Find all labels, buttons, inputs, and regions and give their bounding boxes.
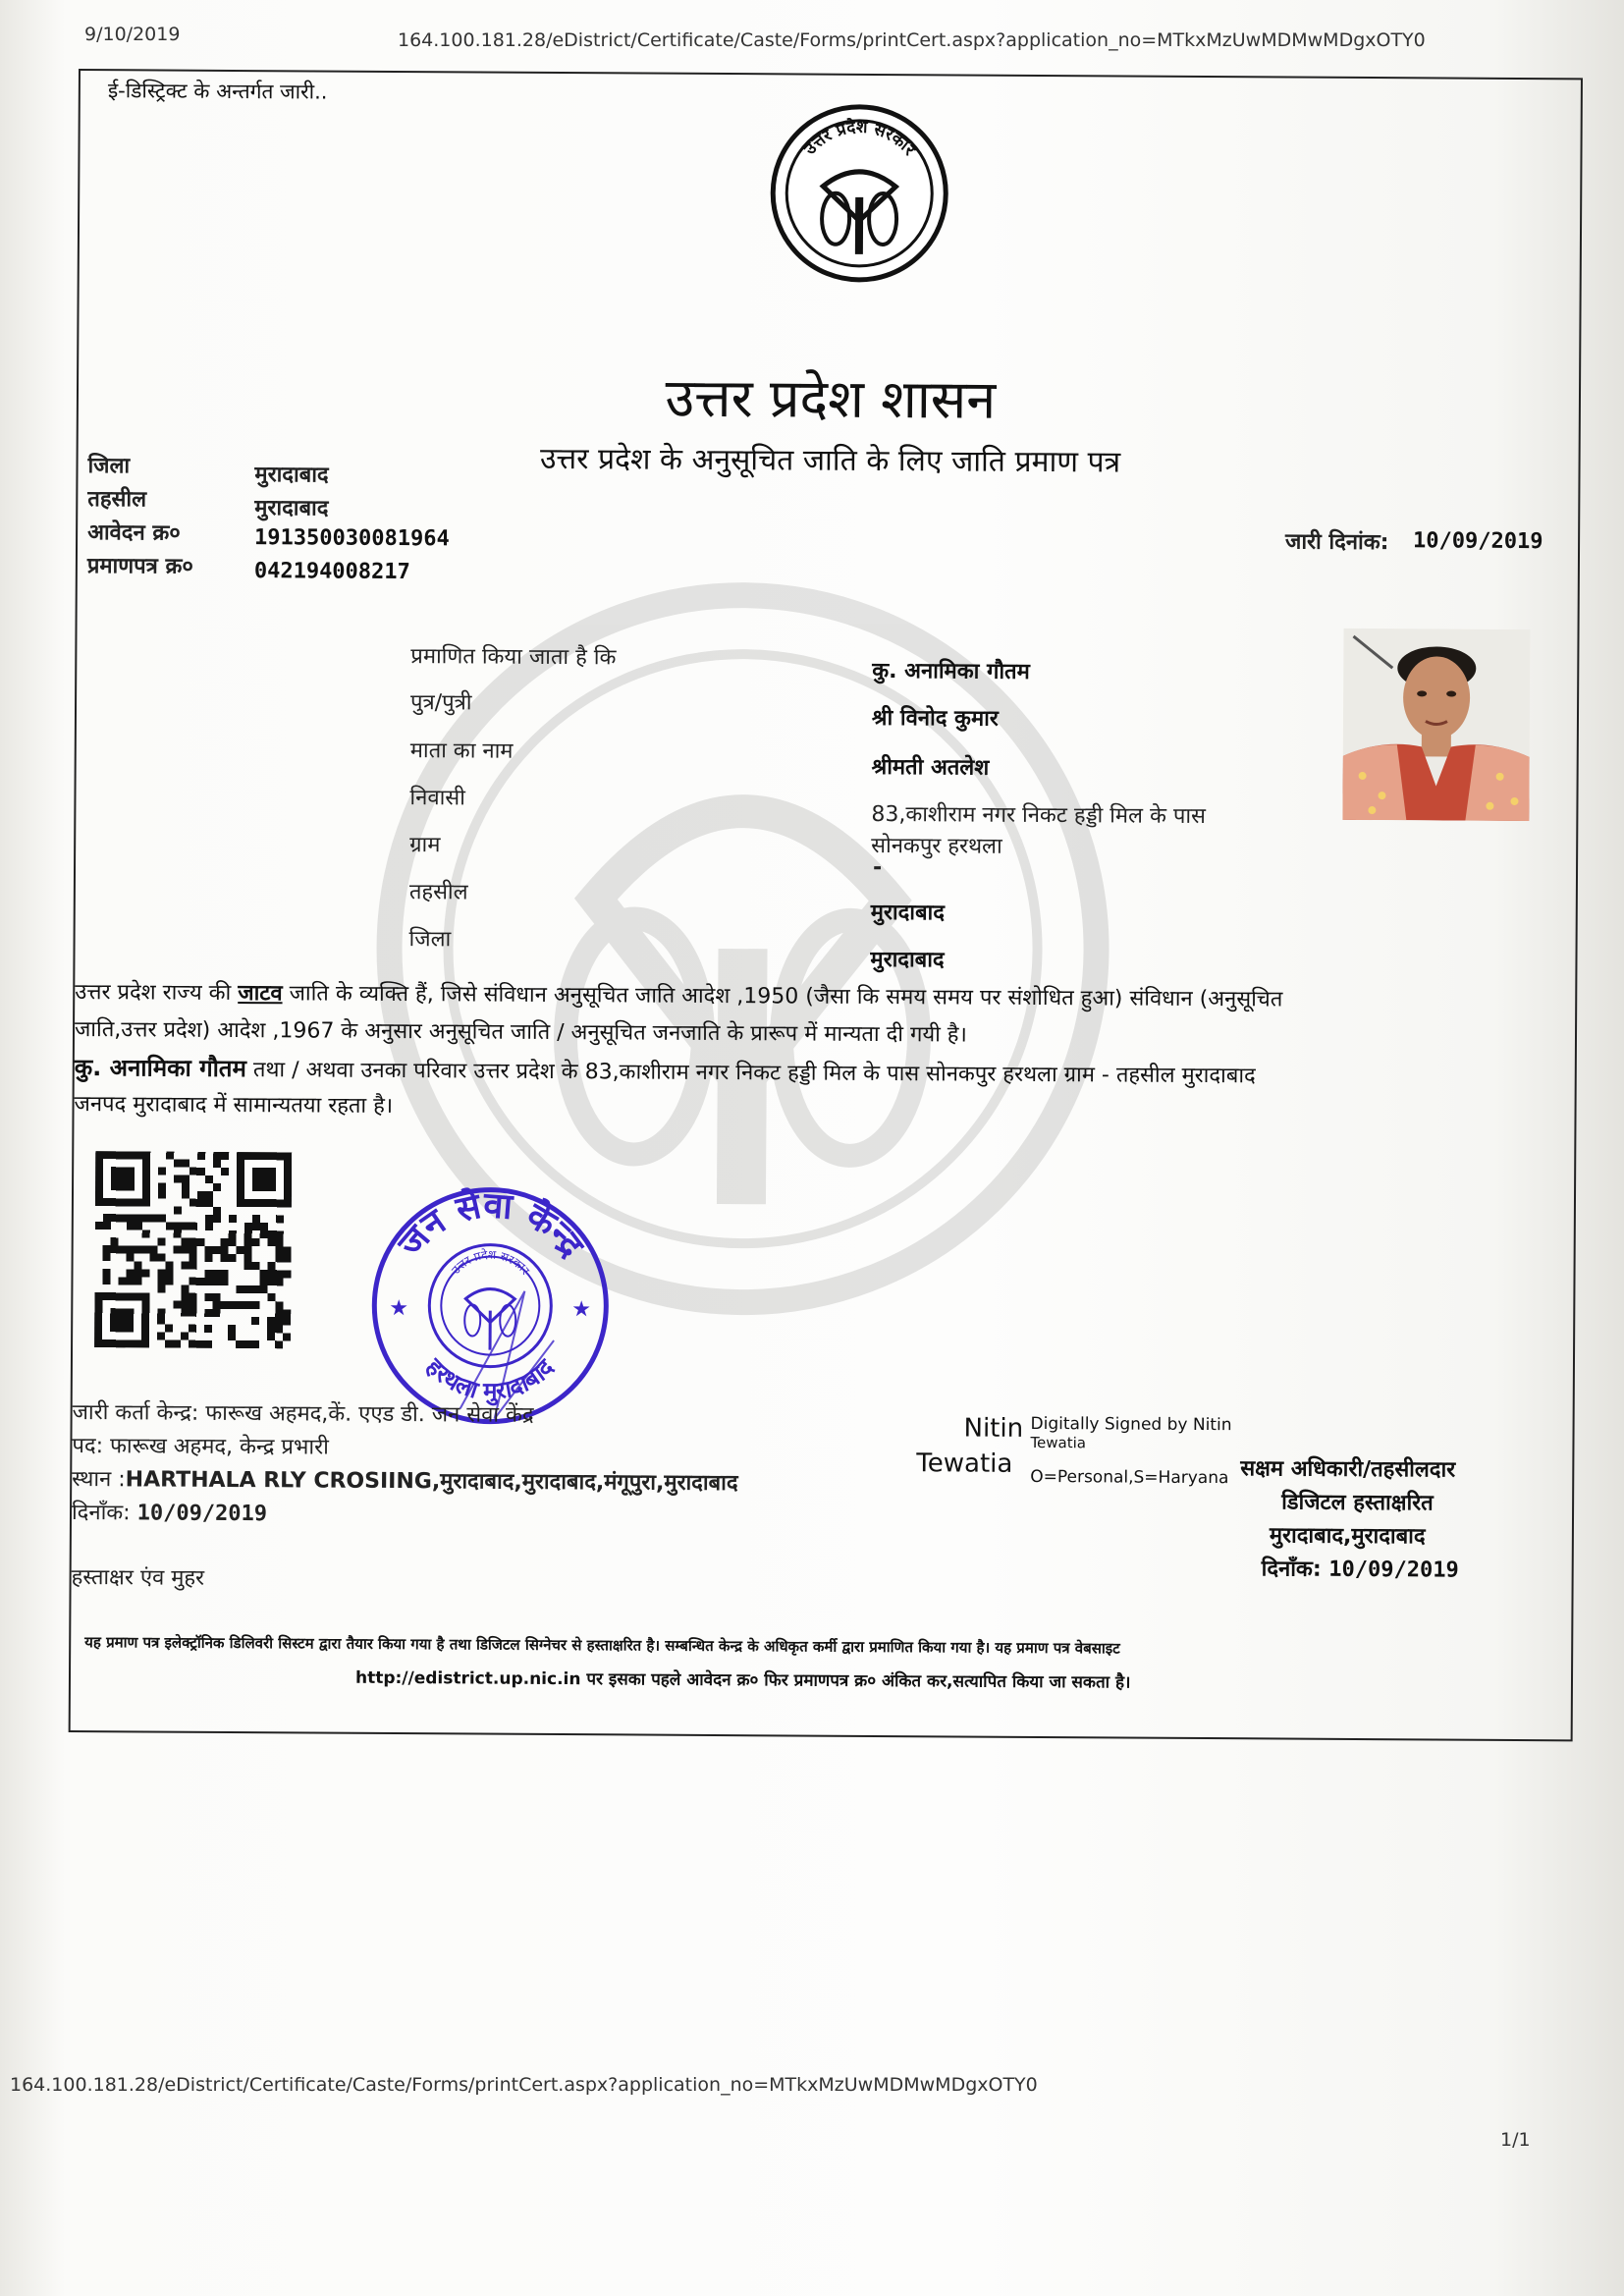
authority-date	[1262, 1553, 1459, 1583]
meta-application-label: आवेदन क्र०	[87, 520, 181, 546]
issue-date-value: 10/09/2019	[1413, 528, 1543, 555]
issue-date-label: जारी दिनांक:	[1285, 529, 1389, 556]
detail-tehsil-label: तहसील	[408, 880, 468, 905]
statement-l3-b: तथा / अथवा उनका परिवार उत्तर प्रदेश के 83,काशीराम नगर निकट हड्डी मिल के पास सोनकपुर हरथला ग्राम - तहसील मुरादाबाद	[245, 1058, 1256, 1089]
child-of-value: श्री विनोद कुमार	[871, 705, 999, 732]
mother-label: माता का नाम	[409, 738, 514, 764]
issuer-post: पद: फारूख अहमद, केन्द्र प्रभारी	[72, 1433, 329, 1460]
authority-date-value: 10/09/2019	[1328, 1557, 1459, 1583]
certificate-subtitle: उत्तर प्रदेश के अनुसूचित जाति के लिए जाति प्रमाण पत्र	[539, 441, 1121, 480]
certificate-title: उत्तर प्रदेश शासन	[665, 366, 997, 431]
applicant-photo	[1342, 629, 1530, 821]
child-of-label: पुत्र/पुत्री	[409, 690, 472, 716]
svg-text:★: ★	[389, 1295, 409, 1322]
authority-title: सक्षम अधिकारी/तहसीलदार	[1240, 1456, 1456, 1483]
caste-name: जाटव	[238, 981, 283, 1007]
issuer-place-label: स्थान :	[72, 1466, 126, 1493]
meta-tehsil-value: मुरादाबाद	[254, 496, 329, 521]
stamp-bottom-text: हरथला मुरादाबाद	[420, 1352, 560, 1405]
digital-sign-line-3: O=Personal,S=Haryana	[1030, 1466, 1229, 1489]
meta-certificate-value: 042194008217	[253, 559, 410, 585]
certify-value: कु. अनामिका गौतम	[872, 658, 1030, 684]
up-government-emblem	[769, 102, 950, 284]
issuer-date-value: 10/09/2019	[136, 1501, 268, 1527]
print-date: 9/10/2019	[84, 24, 181, 45]
statement-line-4: जनपद मुरादाबाद में सामान्यतया रहता है।	[74, 1091, 394, 1119]
issuer-centre: जारी कर्ता केन्द्र: फारूख अहमद,कें. एएड डी. जन सेवा केंद्र	[72, 1399, 534, 1428]
certificate-frame	[69, 69, 1583, 1741]
statement-name: कु. अनामिका गौतम	[74, 1053, 246, 1083]
digital-sign-line-2: Tewatia	[1030, 1433, 1087, 1452]
detail-district-label: जिला	[408, 927, 452, 953]
meta-tehsil-label: तहसील	[87, 487, 147, 513]
signer-name-1: Nitin	[963, 1413, 1024, 1444]
authority-date-label: दिनाँक:	[1261, 1557, 1322, 1582]
resident-value-2: सोनकपुर हरथला	[871, 833, 1002, 859]
authority-place: मुरादाबाद,मुरादाबाद	[1269, 1523, 1426, 1550]
issuer-date	[72, 1497, 267, 1527]
detail-tehsil-value: मुरादाबाद	[870, 900, 946, 926]
qr-code	[94, 1151, 292, 1348]
issuer-date-label: दिनाँक:	[71, 1500, 131, 1526]
mother-value: श्रीमती अतलेश	[871, 754, 990, 781]
statement-l1-a: उत्तर प्रदेश राज्य की	[75, 979, 239, 1007]
digital-sign-line-1: Digitally Signed by Nitin	[1030, 1413, 1232, 1436]
meta-certificate-label: प्रमाणपत्र क्र०	[86, 554, 193, 579]
footer-line-2: http://edistrict.up.nic.in पर इसका पहले आवेदन क्र० फिर प्रमाणपत्र क्र० अंकित कर,सत्यापित किया जा सकता है।	[354, 1667, 1131, 1693]
stamp-inner-text: उत्तर प्रदेश सरकार	[448, 1247, 533, 1278]
emblem-text: उत्तर प्रदेश सरकार	[800, 117, 920, 160]
certify-label: प्रमाणित किया जाता है कि	[410, 644, 617, 671]
authority-digital: डिजिटल हस्ताक्षरित	[1281, 1490, 1434, 1516]
sign-seal-label: हस्ताक्षर एंव मुहर	[71, 1564, 205, 1591]
issuer-place-value: HARTHALA RLY CROSIING,मुरादाबाद,मुरादाबाद,मंगूपुरा,मुरादाबाद	[125, 1467, 738, 1497]
detail-district-value: मुरादाबाद	[870, 947, 945, 973]
stamp-text: जन सेवा केन्द्र	[390, 1184, 592, 1266]
issuer-place	[72, 1463, 737, 1497]
statement-l1-b: जाति के व्यक्ति हैं, जिसे संविधान अनुसूचित जाति आदेश ,1950 (जैसा कि समय समय पर संशोधित हुआ) संविधान (अनुसूचित	[282, 981, 1283, 1012]
resident-value-1: 83,काशीराम नगर निकट हड्डी मिल के पास	[871, 801, 1207, 830]
footer-line-1: यह प्रमाण पत्र इलेक्ट्रॉनिक डिलिवरी सिस्टम द्वारा तैयार किया गया है तथा डिजिटल सिग्नेचर से हस्ताक्षरित है। सम्बन्धित केन्द्र के अधिकृत कर्मी द्वारा प्रमाणित किया गया है। यह प्रमाण पत्र वेबसाइट	[84, 1633, 1120, 1658]
meta-district-value: मुरादाबाद	[254, 463, 329, 488]
print-url-top: 164.100.181.28/eDistrict/Certificate/Caste/Forms/printCert.aspx?application_no=MTkxMzUwMDMwMDgxOTY0	[398, 29, 1426, 51]
signer-name-2: Tewatia	[916, 1449, 1013, 1479]
issued-under-text: ई-डिस्ट्रिक्ट के अन्तर्गत जारी..	[107, 79, 328, 104]
village-value: -	[872, 854, 883, 881]
meta-district-label: जिला	[87, 454, 131, 479]
print-url-bottom: 164.100.181.28/eDistrict/Certificate/Caste/Forms/printCert.aspx?application_no=MTkxMzUwMDMwMDgxOTY0	[10, 2074, 1038, 2096]
resident-label: निवासी	[409, 786, 465, 811]
meta-application-value: 191350030081964	[254, 525, 450, 552]
jan-seva-kendra-stamp	[367, 1182, 615, 1430]
svg-text:★: ★	[571, 1297, 592, 1323]
statement-line-2: जाति,उत्तर प्रदेश) आदेश ,1967 के अनुसार अनुसूचित जाति / अनुसूचित जनजाति के प्रारूप में मान्यता दी गयी है।	[74, 1016, 967, 1048]
print-page-number: 1/1	[1500, 2129, 1531, 2151]
village-label: ग्राम	[409, 833, 441, 858]
